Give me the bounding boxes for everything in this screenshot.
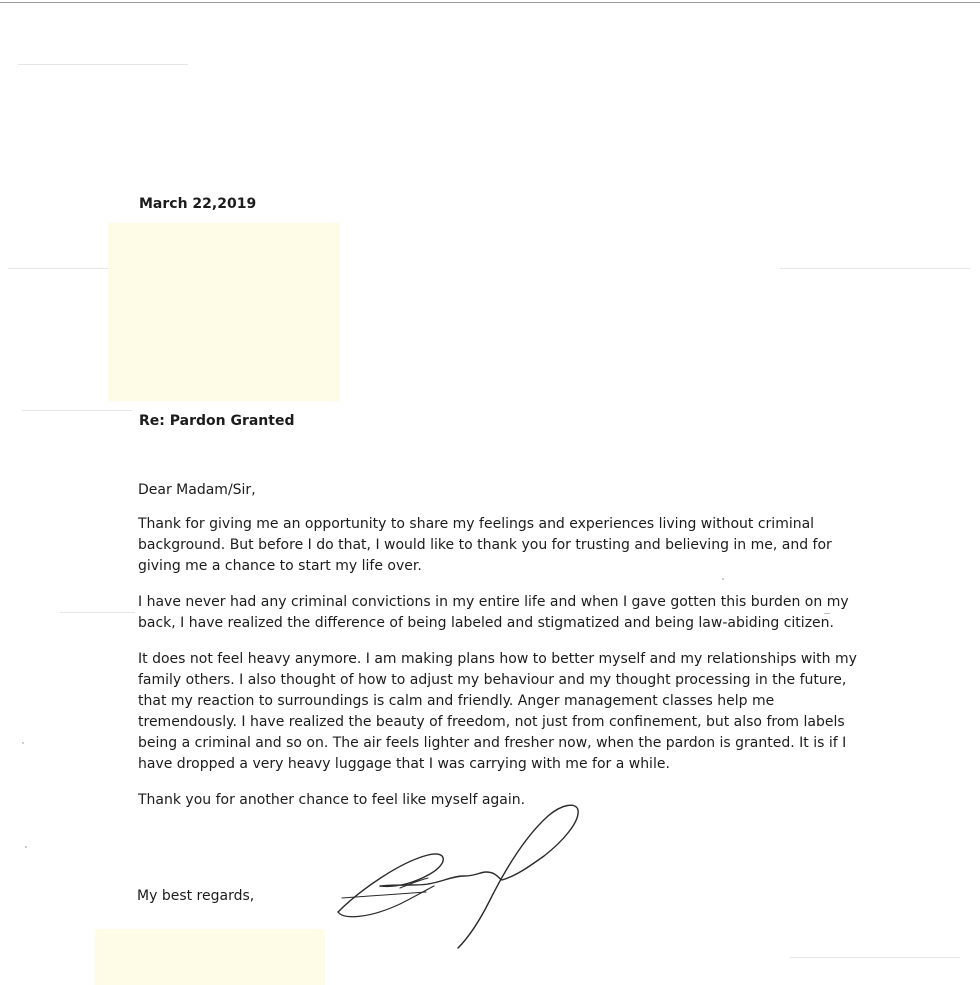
paragraph-line: Thank you for another chance to feel like myself again.	[138, 792, 526, 808]
salutation: Dear Madam/Sir,	[138, 482, 256, 498]
paragraph-line: giving me a chance to start my life over.	[138, 558, 422, 574]
paragraph-line: It does not feel heavy anymore. I am making plans how to better myself and my relationships with my	[138, 651, 857, 667]
scan-artifact-line	[18, 64, 188, 65]
closing: My best regards,	[137, 888, 255, 904]
paragraph	[138, 592, 849, 634]
paragraph-line: that my reaction to surroundings is calm and friendly. Anger management classes help me	[138, 693, 775, 709]
scan-speck	[22, 742, 24, 744]
letter-date: March 22,2019	[139, 196, 257, 212]
paragraph-line: Thank for giving me an opportunity to share my feelings and experiences living without criminal	[138, 516, 815, 532]
handwritten-signature	[330, 800, 590, 950]
scan-edge-line	[0, 2, 980, 3]
paragraph-line: I have never had any criminal convictions in my entire life and when I gave gotten this burden on my	[138, 594, 849, 610]
scan-artifact-line	[22, 410, 132, 411]
scan-artifact-line	[60, 612, 135, 613]
paragraph-line: back, I have realized the difference of being labeled and stigmatized and being law-abiding citizen.	[138, 615, 834, 631]
scan-speck	[25, 846, 27, 848]
paragraph	[138, 514, 838, 577]
paragraph-line: being a criminal and so on. The air feels lighter and fresher now, when the pardon is granted. It is if I	[138, 735, 847, 751]
paragraph-line: family others. I also thought of how to adjust my behaviour and my thought processing in the future,	[138, 672, 847, 688]
scan-artifact-line	[8, 268, 108, 269]
paragraph-line: tremendously. I have realized the beauty of freedom, not just from confinement, but also from labels	[138, 714, 845, 730]
scan-artifact-line	[790, 957, 960, 958]
letter-subject: Re: Pardon Granted	[139, 413, 295, 429]
recipient-address-redaction	[108, 223, 340, 401]
paragraph-line: background. But before I do that, I would like to thank you for trusting and believing in me, and for	[138, 537, 832, 553]
scan-artifact-line	[780, 268, 970, 269]
sender-name-redaction	[95, 929, 325, 985]
paragraph	[138, 649, 857, 775]
letter-body	[138, 480, 857, 826]
paragraph-line: have dropped a very heavy luggage that I was carrying with me for a while.	[138, 756, 670, 772]
